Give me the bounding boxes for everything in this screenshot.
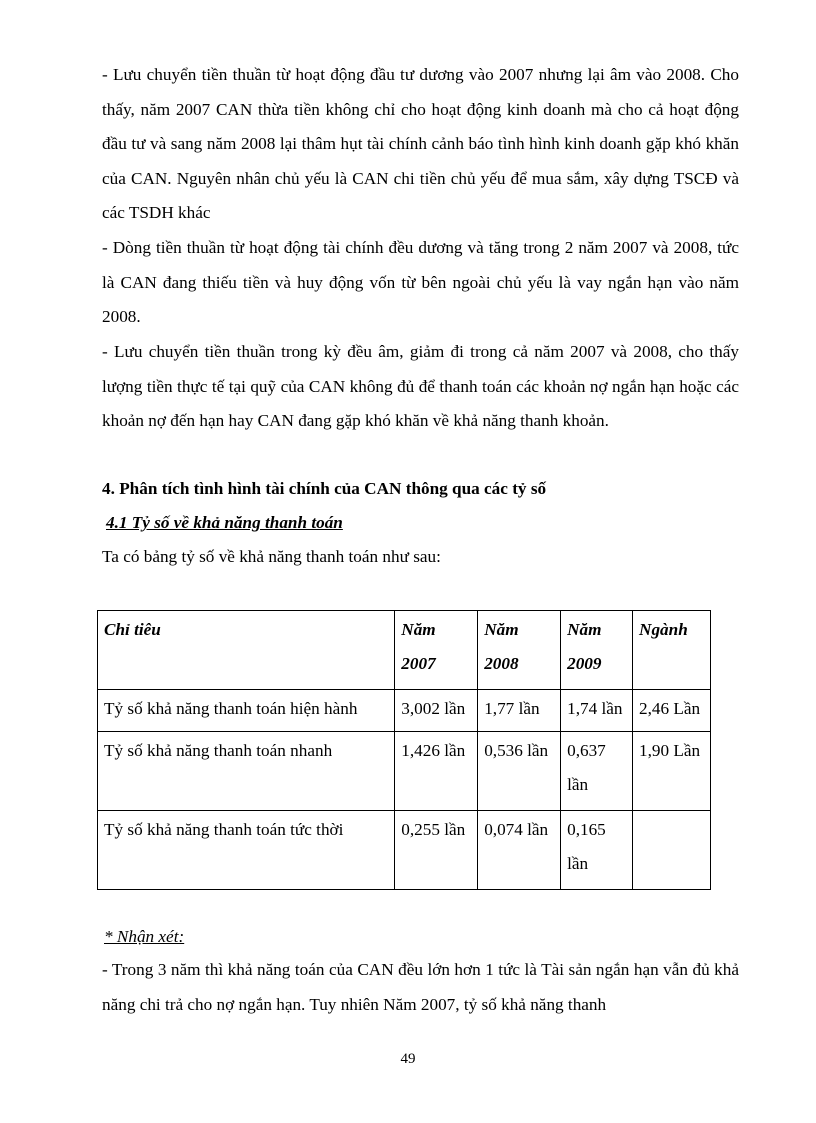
table-header-cell: Năm 2007	[395, 611, 478, 690]
table-cell: 0,536 lần	[478, 732, 561, 811]
table-cell: 1,74 lần	[561, 689, 633, 731]
table-header-row	[98, 611, 711, 690]
table-cell: 0,255 lần	[395, 811, 478, 890]
table-cell: Tỷ số khả năng thanh toán tức thời	[98, 811, 395, 890]
table-cell: 0,165 lần	[561, 811, 633, 890]
table-header-cell: Ngành	[633, 611, 711, 690]
table-header-cell: Năm 2008	[478, 611, 561, 690]
remark-label: * Nhận xét:	[104, 927, 185, 946]
table-cell: 1,426 lần	[395, 732, 478, 811]
section-heading: 4. Phân tích tình hình tài chính của CAN thông qua các tỷ số	[102, 479, 547, 498]
table-row	[98, 732, 711, 811]
table-cell	[633, 811, 711, 890]
page-number: 49	[400, 1051, 416, 1067]
table-header-cell: Chỉ tiêu	[98, 611, 395, 690]
paragraph-net-cashflow: - Lưu chuyển tiền thuần trong kỳ đều âm, giảm đi trong cả năm 2007 và 2008, cho thấy lượng tiền thực tế tại quỹ của CAN không đủ để thanh toán các khoản nợ ngắn hạn hoặc các khoản nợ đến hạn hay CAN đang gặp khó khăn về khả năng thanh khoản.	[102, 342, 739, 431]
table-header-cell: Năm 2009	[561, 611, 633, 690]
subsection-heading: 4.1 Tỷ số về khả năng thanh toán	[106, 513, 343, 532]
table-cell: 0,637 lần	[561, 732, 633, 811]
paragraph-financing-cashflow: - Dòng tiền thuần từ hoạt động tài chính đều dương và tăng trong 2 năm 2007 và 2008, tức là CAN đang thiếu tiền và huy động vốn từ bên ngoài chủ yếu là vay ngắn hạn vào năm 2008.	[102, 238, 739, 327]
table-cell: Tỷ số khả năng thanh toán nhanh	[98, 732, 395, 811]
liquidity-ratio-table	[97, 610, 711, 890]
paragraph-investing-cashflow: - Lưu chuyển tiền thuần từ hoạt động đầu tư dương vào 2007 nhưng lại âm vào 2008. Cho thấy, năm 2007 CAN thừa tiền không chỉ cho hoạt động kinh doanh mà cho cả hoạt động đầu tư và sang năm 2008 lại thâm hụt tài chính cảnh báo tình hình kinh doanh gặp khó khăn của CAN. Nguyên nhân chủ yếu là CAN chi tiền chủ yếu để mua sắm, xây dựng TSCĐ và các TSDH khác	[102, 65, 739, 223]
table-cell: Tỷ số khả năng thanh toán hiện hành	[98, 689, 395, 731]
table-cell: 2,46 Lần	[633, 689, 711, 731]
table-row	[98, 811, 711, 890]
table-cell: 3,002 lần	[395, 689, 478, 731]
table-row	[98, 689, 711, 731]
table-cell: 1,77 lần	[478, 689, 561, 731]
paragraph-remark: - Trong 3 năm thì khả năng toán của CAN đều lớn hơn 1 tức là Tài sản ngắn hạn vẫn đủ khả năng chi trả cho nợ ngắn hạn. Tuy nhiên Năm 2007, tỷ số khả năng thanh	[102, 960, 739, 1014]
table-cell: 1,90 Lần	[633, 732, 711, 811]
table-cell: 0,074 lần	[478, 811, 561, 890]
intro-text: Ta có bảng tỷ số về khả năng thanh toán như sau:	[102, 547, 441, 566]
